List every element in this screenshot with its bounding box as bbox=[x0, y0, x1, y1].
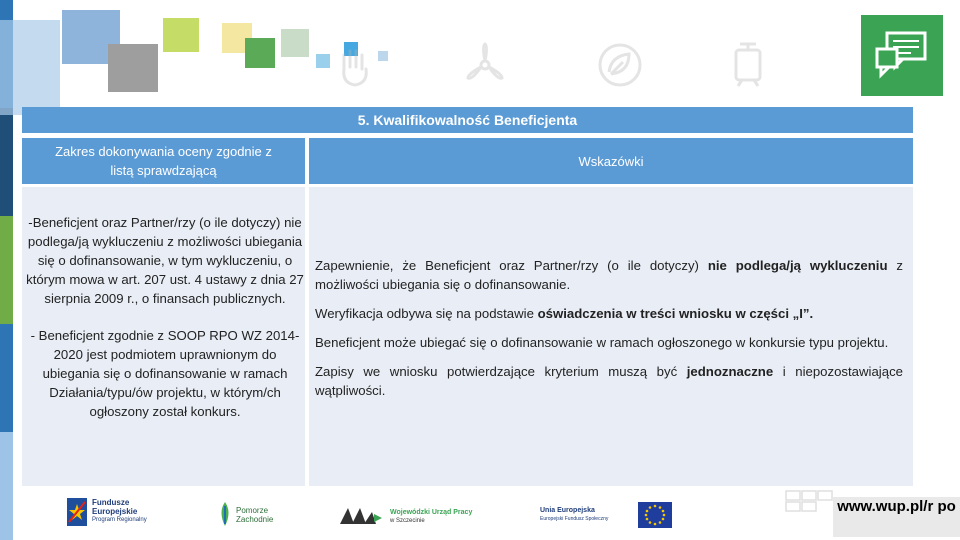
hint-paragraph-1: Zapewnienie, że Beneficjent oraz Partner/rzy (o ile dotyczy) nie podlega/ją wykluczeniu z możliwości ubiegania się o dofinansowanie. bbox=[315, 258, 904, 292]
logo1-line2: Europejskie bbox=[92, 507, 138, 516]
chat-bubbles-icon bbox=[861, 15, 943, 96]
column-header-scope-label: Zakres dokonywania oceny zgodnie z listą sprawdzającą bbox=[55, 144, 272, 178]
logo1-line3: Program Regionalny bbox=[92, 517, 147, 523]
hint-paragraph-2: Weryfikacja odbywa się na podstawie oświadczenia w treści wniosku w części „I”. bbox=[315, 306, 814, 321]
hints-text-block bbox=[315, 256, 903, 410]
logo-unia-europejska bbox=[540, 502, 675, 532]
logo1-line1: Fundusze bbox=[92, 498, 130, 507]
hand-icon bbox=[338, 45, 372, 89]
scope-paragraph-2: - Beneficjent zgodnie z SOOP RPO WZ 2014-2020 jest podmiotem uprawnionym do ubiegania się o dofinansowanie w ramach Działania/typu/ów projektu, w którym/ch ogłoszony został konkurs. bbox=[30, 328, 300, 419]
hint-paragraph-3: Beneficjent może ubiegać się o dofinansowanie w ramach ogłoszonego w konkursie typu projektu. bbox=[315, 335, 889, 350]
chat-icon-box bbox=[861, 15, 943, 96]
column-header-hints-label: Wskazówki bbox=[578, 153, 644, 169]
logo-wup-szczecin bbox=[338, 500, 488, 530]
section-title: 5. Kwalifikowalność Beneficjenta bbox=[357, 112, 578, 128]
section-title-bar bbox=[22, 107, 913, 133]
website-url[interactable]: www.wup.pl/r po bbox=[833, 497, 960, 537]
scope-paragraph-1: -Beneficjent oraz Partner/rzy (o ile dotyczy) nie podlega/ją wykluczeniu z możliwości ubiegania się o dofinansowanie, w tym wykluczeniu, o którym mowa w art. 207 ust. 4 ustawy z dnia 27 sierpnia 2009 r., o finansach publicznych. bbox=[26, 215, 304, 306]
wup-logo-icon bbox=[338, 502, 384, 528]
logo3-line1: Wojewódzki Urząd Pracy bbox=[390, 509, 473, 516]
logo2-line1: Pomorze bbox=[236, 506, 269, 515]
leaf-icon bbox=[597, 42, 643, 88]
logo3-line2: w Szczecinie bbox=[390, 518, 425, 524]
turbine-icon bbox=[462, 42, 508, 88]
logo4-line2: Europejski Fundusz Społeczny bbox=[540, 516, 609, 522]
logo-fundusze-europejskie bbox=[65, 496, 165, 530]
logo2-line2: Zachodnie bbox=[236, 515, 274, 524]
tram-icon bbox=[726, 42, 770, 90]
logo4-line1: Unia Europejska bbox=[540, 507, 595, 514]
pomorze-leaf-icon bbox=[216, 500, 234, 528]
logo-pomorze-zachodnie bbox=[216, 498, 286, 532]
column-header-scope bbox=[22, 138, 305, 184]
scope-text-block bbox=[26, 213, 304, 421]
eu-flag-icon bbox=[638, 502, 672, 528]
fe-star-icon bbox=[65, 496, 89, 528]
column-header-hints bbox=[309, 138, 913, 184]
hint-paragraph-4: Zapisy we wniosku potwierdzające kryterium muszą być jednoznaczne i niepozostawiające wątpliwości. bbox=[315, 364, 903, 398]
